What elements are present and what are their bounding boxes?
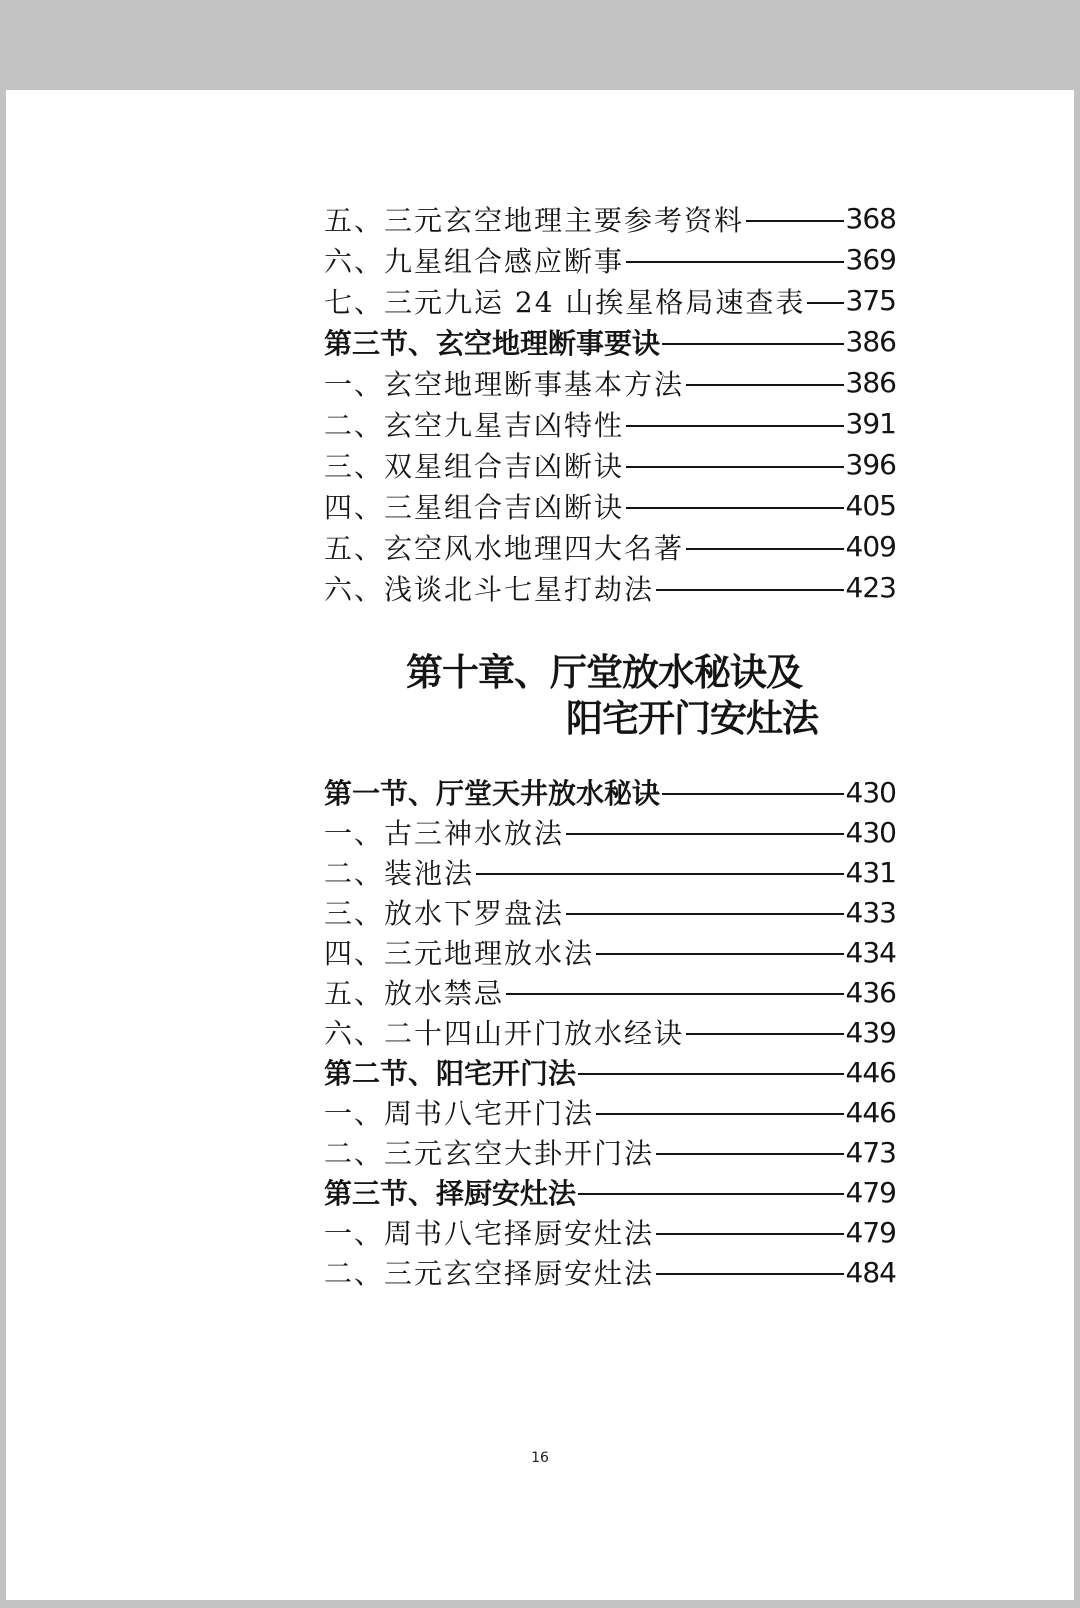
toc-entry-page-number: 484	[845, 1255, 896, 1289]
toc-leader-line	[626, 466, 844, 468]
toc-entry	[324, 1132, 896, 1172]
toc-leader-line	[506, 993, 844, 995]
toc-entry-title: 一、古三神水放法	[324, 817, 565, 850]
toc-entry-title: 二、玄空九星吉凶特性	[324, 408, 625, 442]
toc-entry-title: 一、玄空地理断事基本方法	[324, 367, 685, 401]
toc-entry-page-number: 368	[845, 202, 896, 235]
toc-entry-page-number: 391	[845, 407, 896, 440]
toc-entry	[324, 403, 896, 444]
toc-entry-page-number: 375	[845, 284, 896, 317]
toc-entry-page-number: 431	[845, 855, 896, 889]
toc-leader-line	[566, 913, 844, 915]
toc-entry-title: 七、三元九运 24 山挨星格局速查表	[324, 285, 806, 319]
toc-entry-title: 六、九星组合感应断事	[324, 244, 625, 278]
toc-entry-title: 六、二十四山开门放水经诀	[324, 1017, 685, 1050]
toc-section-entry	[324, 1052, 896, 1092]
toc-entry-page-number: 386	[845, 366, 896, 399]
toc-entry-page-number: 436	[845, 975, 896, 1009]
toc-entry	[324, 972, 896, 1012]
toc-entry-title: 第二节、阳宅开门法	[324, 1057, 577, 1090]
toc-list-chapter-10	[324, 772, 896, 1292]
toc-entry-title: 六、浅谈北斗七星打劫法	[324, 572, 655, 606]
toc-entry-page-number: 479	[845, 1215, 896, 1249]
toc-entry	[324, 239, 896, 280]
toc-leader-line	[656, 1153, 844, 1155]
toc-entry-title: 五、玄空风水地理四大名著	[324, 531, 685, 565]
toc-entry-page-number: 434	[845, 935, 896, 969]
toc-entry-page-number: 433	[845, 895, 896, 929]
toc-entry	[324, 485, 896, 526]
toc-leader-line	[578, 1193, 844, 1195]
toc-entry-title: 三、放水下罗盘法	[324, 897, 565, 930]
chapter-title-line-2: 阳宅开门安灶法	[566, 697, 818, 740]
toc-leader-line	[746, 220, 844, 222]
toc-entry	[324, 1012, 896, 1052]
toc-entry	[324, 198, 896, 239]
toc-list-before-chapter	[324, 198, 896, 608]
toc-entry	[324, 932, 896, 972]
toc-entry	[324, 567, 896, 608]
toc-entry	[324, 1252, 896, 1292]
toc-leader-line	[686, 548, 844, 550]
toc-entry-page-number: 430	[845, 775, 896, 809]
toc-entry	[324, 892, 896, 932]
toc-section-entry	[324, 321, 896, 362]
toc-leader-line	[662, 793, 844, 795]
toc-entry-page-number: 405	[845, 489, 896, 522]
toc-entry	[324, 280, 896, 321]
toc-entry-page-number: 439	[845, 1015, 896, 1049]
toc-entry-page-number: 479	[845, 1175, 896, 1209]
toc-entry-title: 二、三元玄空大卦开门法	[324, 1137, 655, 1170]
toc-leader-line	[656, 589, 844, 591]
toc-entry	[324, 444, 896, 485]
toc-entry-title: 第三节、玄空地理断事要诀	[324, 326, 661, 360]
page-number: 16	[531, 1450, 549, 1466]
toc-leader-line	[626, 425, 844, 427]
toc-leader-line	[626, 261, 844, 263]
toc-entry-title: 二、三元玄空择厨安灶法	[324, 1257, 655, 1290]
toc-entry-page-number: 369	[845, 243, 896, 276]
toc-entry-page-number: 446	[845, 1055, 896, 1089]
toc-entry	[324, 362, 896, 403]
toc-entry	[324, 852, 896, 892]
toc-entry-page-number: 396	[845, 448, 896, 481]
toc-leader-line	[578, 1073, 844, 1075]
toc-entry-title: 第一节、厅堂天井放水秘诀	[324, 777, 661, 810]
toc-section-entry	[324, 1172, 896, 1212]
chapter-title	[406, 650, 826, 742]
toc-entry-title: 四、三元地理放水法	[324, 937, 595, 970]
toc-leader-line	[626, 507, 844, 509]
toc-entry-title: 五、三元玄空地理主要参考资料	[324, 203, 745, 237]
toc-entry-title: 第三节、择厨安灶法	[324, 1177, 577, 1210]
document-page	[6, 90, 1074, 1600]
toc-entry-title: 二、装池法	[324, 857, 475, 890]
toc-leader-line	[686, 1033, 844, 1035]
toc-leader-line	[566, 833, 844, 835]
toc-leader-line	[807, 302, 843, 304]
toc-leader-line	[596, 953, 844, 955]
toc-leader-line	[656, 1233, 844, 1235]
toc-entry	[324, 1212, 896, 1252]
toc-entry-title: 三、双星组合吉凶断诀	[324, 449, 625, 483]
chapter-title-line-1: 第十章、厅堂放水秘诀及	[406, 651, 802, 694]
toc-entry-page-number: 446	[845, 1095, 896, 1129]
toc-entry-title: 一、周书八宅开门法	[324, 1097, 595, 1130]
toc-entry	[324, 1092, 896, 1132]
toc-entry-page-number: 423	[845, 571, 896, 604]
toc-entry-title: 四、三星组合吉凶断诀	[324, 490, 625, 524]
toc-entry-page-number: 386	[845, 325, 896, 358]
toc-leader-line	[686, 384, 844, 386]
toc-entry-title: 一、周书八宅择厨安灶法	[324, 1217, 655, 1250]
toc-entry	[324, 812, 896, 852]
toc-entry	[324, 526, 896, 567]
toc-section-entry	[324, 772, 896, 812]
toc-entry-title: 五、放水禁忌	[324, 977, 505, 1010]
toc-leader-line	[662, 343, 844, 345]
toc-entry-page-number: 473	[845, 1135, 896, 1169]
toc-entry-page-number: 409	[845, 530, 896, 563]
toc-leader-line	[476, 873, 844, 875]
toc-entry-page-number: 430	[845, 815, 896, 849]
toc-leader-line	[596, 1113, 844, 1115]
toc-leader-line	[656, 1273, 844, 1275]
